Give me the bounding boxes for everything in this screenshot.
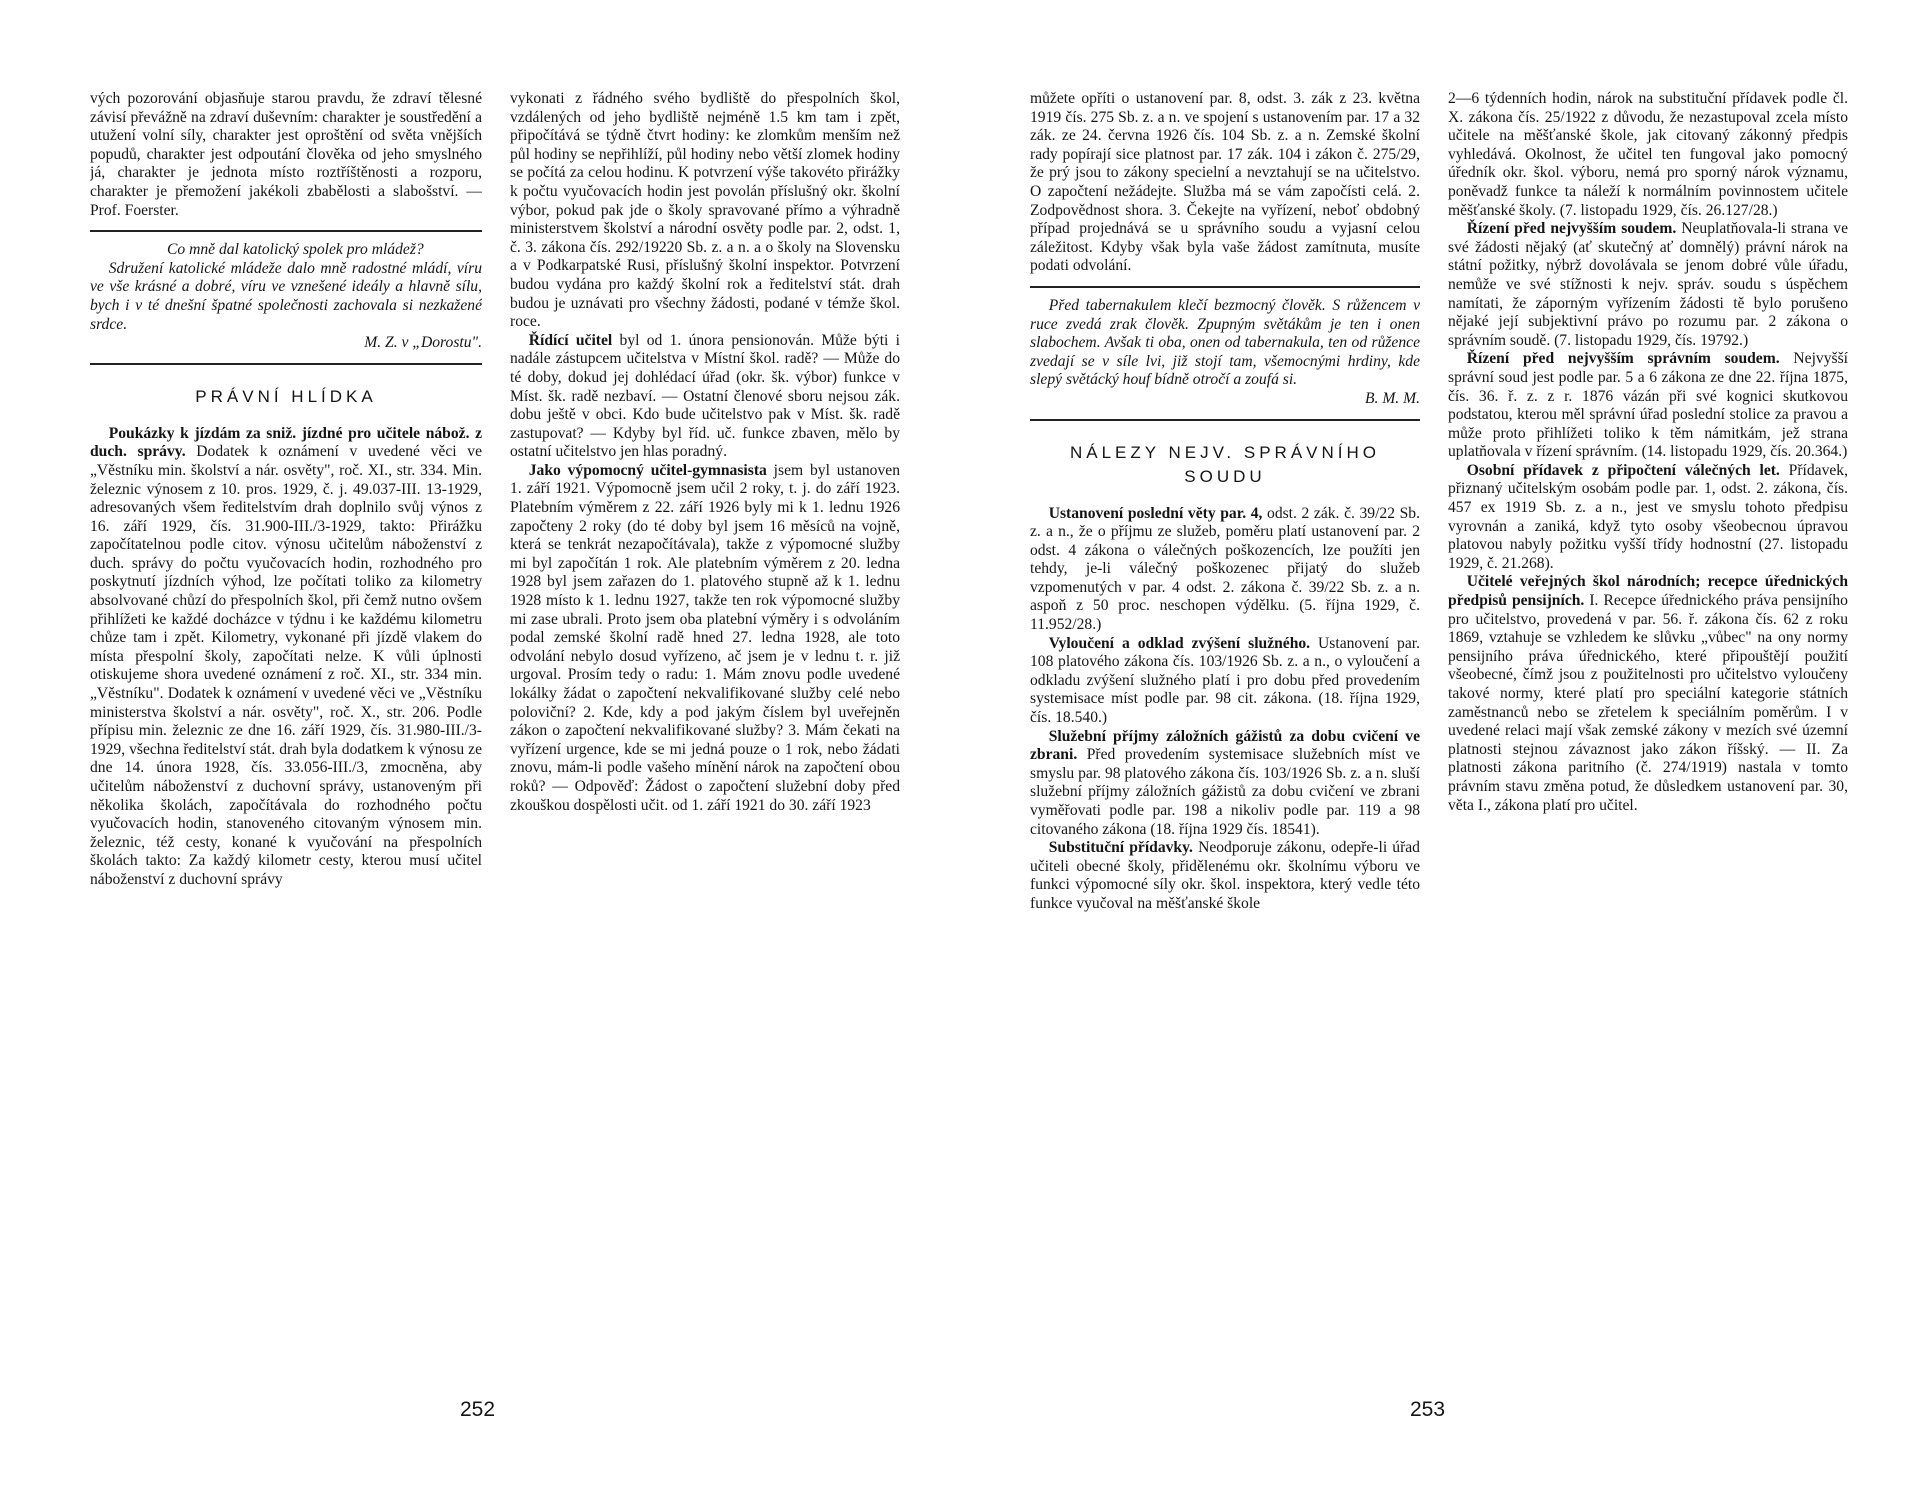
column-2	[510, 90, 900, 1390]
ruling-paragraph: Substituční přídavky. Neodporuje zákonu, odepře-li úřad učiteli obecné školy, přidělenému okr. školnímu výboru ve funkci výpomocné síly okr. škol. inspektora, který vedle této funkce vyučoval na měšťanské škole	[1030, 839, 1420, 912]
paragraph-title: Jako výpomocný učitel-gymnasista	[528, 461, 767, 479]
page-number: 253	[1410, 1398, 1446, 1421]
section-heading: NÁLEZY NEJV. SPRÁVNÍHO SOUDU	[1069, 442, 1381, 486]
section-heading: PRÁVNÍ HLÍDKA	[195, 386, 377, 406]
ruling-paragraph: Služební příjmy záložních gážistů za dobu cvičení ve zbrani. Před provedením systemisace služebních míst ve smyslu par. 98 platového zákona čís. 103/1926 Sb. z. a n. sluší služební příjmy záložních gážistů za dobu cvičení ve zbrani vyměřovati podle par. 198 a nikoliv podle par. 119 a 98 citovaného zákona (18. října 1929 čís. 18541).	[1030, 727, 1420, 838]
paragraph: Řídící učitel byl od 1. února pensionován. Může býti i nadále zástupcem učitelstva v Místní škol. radě? — Může do té doby, dokud jej dohlédací úřad (okr. šk. výbor) funkce v Míst. šk. radě nezbaví. — Ostatní členové sboru nejsou zák. dobu ještě v obci. Kdo bude učitelstvo pak v Míst. šk. radě zastupovat? — Kdyby byl říd. uč. funkce zbaven, mělo by ostatní učitelstvo jen hlas poradný.	[510, 331, 900, 461]
article-paragraph: Poukázky k jízdám za sniž. jízdné pro učitele nábož. z duch. správy. Dodatek k oznámení v uvedené věci ve „Věstníku min. školství a nár. osvěty", roč. XI., str. 334. Min. železnic výnosem z 10. pros. 1929, č. j. 49.037-III. 13-1929, adresovaných všem ředitelstvím drah doplnilo svůj výnos z 16. září 1929, čís. 31.900-III./3-1929, takto: Přirážku započítatelnou podle citov. výnosu učitelům náboženství z duch. správy do počtu vyučovacích hodin, rozhodného pro poskytnutí jízdních výhod, lze počítati toliko za kilometry absolvované chůzí do přespolních škol, při čemž nutno ovšem přihlížeti ke každé docházce v týdnu i ke každému kilometru chůze tam i zpět. Kilometry, vykonané při jízdě vlakem do místa přespolní školy, započítati nelze. K vůli úplnosti otiskujeme shora uvedené oznámení z roč. XI., str. 334 min. „Věstníku". Dodatek k oznámení v uvedené věci ve „Věstníku ministerstva školství a nár. osvěty", roč. X., str. 206. Podle přípisu min. železnic ze dne 16. září 1929, čís. 31.980-III./3-1929, všechna ředitelství stát. drah byla dodatkem k výnosu ze dne 14. února 1928, čís. 33.056-III./3, zmocněna, aby učitelům náboženství z duchovní správy, ustanoveným při několika školách, započítávala do rozhodného počtu vyučovacích hodin, stanoveného citovaným výnosem min. železnic, též cesty, konané k vyučování na přespolních školách takto: Za každý kilometr cesty, kterou musí učitel náboženství z duchovní správy	[90, 424, 482, 888]
right-page	[1030, 90, 1850, 1420]
paragraph: vykonati z řádného svého bydliště do přespolních škol, vzdálených od jeho bydliště nejméně 1.5 km tam i zpět, připočítává se týdně čtvrt hodiny: ke zlomkům menším než půl hodiny se nepřihlíží, půl hodiny nebo větší zlomek hodiny se počítá za celou hodinu. K potvrzení výše takovéto přirážky k počtu vyučovacích hodin jest povolán příslušný okr. školní výbor, pokud pak jde o školy spravované přímo a výhradně ministerstvem školství a národní osvěty podle par. 2, odst. 1, č. 3. zákona čís. 292/19220 Sb. z. a n. a o školy na Slovensku a v Podkarpatské Rusi, příslušný školní inspektor. Potvrzení budou vydána pro každý školní rok a ředitelství stát. drah budou je uznávati pro všechny žádosti, podané v témže škol. roce.	[510, 90, 900, 331]
ruling-title: Ustanovení poslední věty par. 4,	[1048, 504, 1263, 522]
ruling-paragraph: Ustanovení poslední věty par. 4, odst. 2 zák. č. 39/22 Sb. z. a n., že o příjmu ze služeb, poměru platí ustanovení par. 2 odst. 4 zákona o válečných poškozencích, lze použíti jen tehdy, je-li válečný poškozenec přijatý do služeb vzpomenutých v par. 4 odst. 2. zákona č. 39/22 Sb. z. a n. aspoň z 50 proc. neschopen výdělku. (5. října 1929, č. 11.952/28.)	[1030, 504, 1420, 634]
poem-signature: B. M. M.	[1365, 389, 1420, 407]
ruling-paragraph: Osobní přídavek z připočtení válečných let. Přídavek, přiznaný učitelským osobám podle par. 1, odst. 2. zákona, čís. 457 ex 1919 Sb. z. a n., jest ve smyslu tohoto předpisu vyrovnán a zaniká, když tyto osoby všeobecnou úpravou platovou nabyly požitku vyšší třídy hodnostní (27. listopadu 1929, č. 21.268).	[1448, 461, 1848, 572]
poem-signature: M. Z. v „Dorostu".	[364, 334, 482, 352]
ruling-paragraph: Řízení před nejvyšším správním soudem. Nejvyšší správní soud jest podle par. 5 a 6 zákona ze dne 22. října 1875, čís. 36. ř. z. z r. 1876 vázán při své kognici skutkovou podstatou, kterou měl správní úřad poslední stolice za pravou a může proto přihlížeti toliko k těm námitkám, jež strana uplatňovala v řízení správním. (14. listopadu 1929, čís. 20.364.)	[1448, 350, 1848, 461]
ruling-paragraph: Vyloučení a odklad zvýšení služného. Ustanovení par. 108 platového zákona čís. 103/1926 Sb. z. a n., o vyloučení a odkladu zvýšení služného platí i pro dobu před provedením systemisace míst podle par. 98 cit. zákona. (18. října 1929, čís. 18.540.)	[1030, 634, 1420, 727]
paragraph-title: Řídící učitel	[528, 331, 613, 349]
divider	[90, 230, 482, 232]
ruling-title: Řízení před nejvyšším soudem.	[1466, 220, 1677, 238]
paragraph: Jako výpomocný učitel-gymnasista jsem byl ustanoven 1. září 1921. Výpomocně jsem učil 2 roky, t. j. do září 1923. Platebním výměrem z 22. září 1926 byly mi k 1. lednu 1926 započteny 2 roky (do té doby byl jsem 16 měsíců na vojně, která se tenkrát nezapočítávala), takže z výpomocné služby mi byl započítán 1 rok. Ale platebním výměrem z 20. ledna 1928 byl jsem zařazen do 1. platového stupně až k 1. lednu 1928 místo k 1. lednu 1927, takže ten rok výpomocné služby mi zase ubrali. Proto jsem oba platební výměry i s odvoláním podal zemské školní radě hned 27. ledna 1928, ale toto odvolání nebylo dosud vyřízeno, ač jsem je v lednu t. r. již urgoval. Prosím tedy o radu: 1. Mám znovu podle uvedené lokálky žádat o započtení nekvalifikované služby celé nebo poloviční? 2. Kde, kdy a pod jakým číslem byl uveřejněn zákon o započtení nekvalifikované služby? 3. Mám čekati na vyřízení urgence, kde se mi jedná pouze o 1 rok, nebo žádati znovu, mám-li podle vašeho mínění nárok na započtení obou roků? — Odpověď: Žádost o započtení služební doby před zkouškou dospělosti učit. od 1. září 1921 do 30. září 1923	[510, 461, 900, 814]
ruling-paragraph: Učitelé veřejných škol národních; recepce úřednických předpisů pensijních. I. Recepce úřednického práva pensijního pro učitelstvo, provedená v par. 56. ř. zákona čís. 62 z roku 1869, vztahuje se vzhledem ke slůvku „vůbec" na ony normy pensijního práva úřednického, které připouštějí použití všeobecné, čímž jsou z použitelnosti pro učitelstvo vyloučeny takové normy, které platí pro speciální kategorie státních zaměstnanců nebo se zřetelem k speciálním poměrům. I v uvedené relaci mají však zemské zákony v mezích své územní platnosti stejnou závaznost jako zákon říšský. — II. Za platnosti zákona paritního (č. 274/1919) nastala v tomto právním stavu změna potud, že důsledkem ustanovení par. 30, věta I., zákona platí pro učitel.	[1448, 573, 1848, 814]
divider	[1030, 286, 1420, 288]
intro-paragraph: vých pozorování objasňuje starou pravdu, že zdraví tělesné závisí převážně na zdraví duševním: charakter je soustředění a utužení volní síly, charakter jest oproštění od světa vnějších popudů, charakter jest odpoutání člověka od jeho smyslného já, charakter je jednota místo roztříštěnosti a rozporu, charakter je přemožení jakékoli zbabělosti a slabošství. — Prof. Foerster.	[90, 90, 482, 219]
ruling-title: Služební příjmy záložních gážistů za dobu cvičení ve zbrani.	[1030, 727, 1420, 764]
poem-body: Před tabernakulem klečí bezmocný člověk. S růžencem v ruce zvedá zrak člověk. Zpupným světákům je ten i onen slabochem. Avšak ti oba, onen od tabernakula, ten od růžence zvedají se v síle lvi, již stojí tam, všemocnými hrdiny, kde slepý světácký houf bídně otročí a zoufá si.	[1030, 296, 1420, 389]
ruling-paragraph: Řízení před nejvyšším soudem. Neuplatňovala-li strana ve své žádosti nějaký (ať skutečný ať domnělý) právní nárok na státní požitky, nýbrž dovolávala se jenom dobré vůle úřadu, nemůže ve své stížnosti k nejv. správ. soudu s úspěchem namítati, že záporným vyřízením žádosti tě bylo porušeno nějaké její subjektivní právo po rozumu par. 2 zákona o správním soudě. (7. listopadu 1929, čís. 19792.)	[1448, 220, 1848, 349]
ruling-title: Substituční přídavky.	[1048, 839, 1193, 857]
ruling-title: Osobní přídavek z připočtení válečných let.	[1466, 461, 1780, 479]
ruling-title: Vyloučení a odklad zvýšení služného.	[1048, 634, 1311, 652]
divider	[90, 363, 482, 365]
divider	[1030, 419, 1420, 421]
page-number: 252	[460, 1398, 496, 1421]
paragraph: můžete opříti o ustanovení par. 8, odst. 3. zák z 23. května 1919 čís. 275 Sb. z. a n. ve spojení s ustanovením par. 17 a 32 zák. ze 24. června 1926 čís. 104 Sb. z. a n. Zemské školní rady popírají sice platnost par. 17 zák. 104 i zákon č. 275/29, že prý jsou to zákony specielní a nevztahují se na učitelstvo. O započtení nežádejte. Služba má se vám započísti celá. 2. Zodpovědnost shora. 3. Čekejte na vyřízení, neboť obdobný případ projednává se u správního soudu a vyjasní celou záležitost. Kdyby však byla vaše žádost zamítnuta, musíte podati odvolání.	[1030, 90, 1420, 275]
column-1	[90, 90, 482, 1390]
intro-signature: — Prof. Foerster.	[90, 182, 482, 219]
ruling-title: Učitelé veřejných škol národních; recepce úřednických předpisů pensijních.	[1448, 573, 1848, 610]
column-4	[1448, 90, 1848, 1390]
ruling-title: Řízení před nejvyšším správním soudem.	[1466, 350, 1780, 368]
left-page	[90, 90, 920, 1420]
column-3	[1030, 90, 1420, 1390]
poem-title: Co mně dal katolický spolek pro mládež?	[167, 241, 424, 259]
poem-body: Sdružení katolické mládeže dalo mně radostné mládí, víru ve vše krásné a dobré, víru ve vznešené ideály a hlavně sílu, bych i v té dnešní špatné společnosti zachovala si nezkažené srdce.	[90, 259, 482, 333]
article-title: Poukázky k jízdám za sniž. jízdné pro učitele nábož. z duch. správy.	[90, 424, 482, 461]
ruling-paragraph: 2—6 týdenních hodin, nárok na substituční přídavek podle čl. X. zákona čís. 25/1922 z důvodu, že nezastupoval zcela místo učitele na měšťanské škole, jak citovaný zákonný předpis vyhledává. Okolnost, že učitel ten fungoval jako pomocný úředník okr. škol. výboru, nemá pro sporný nárok významu, poněvadž funkce ta náleží k normálním povinnostem učitele měšťanské školy. (7. listopadu 1929, čís. 26.127/28.)	[1448, 90, 1848, 219]
